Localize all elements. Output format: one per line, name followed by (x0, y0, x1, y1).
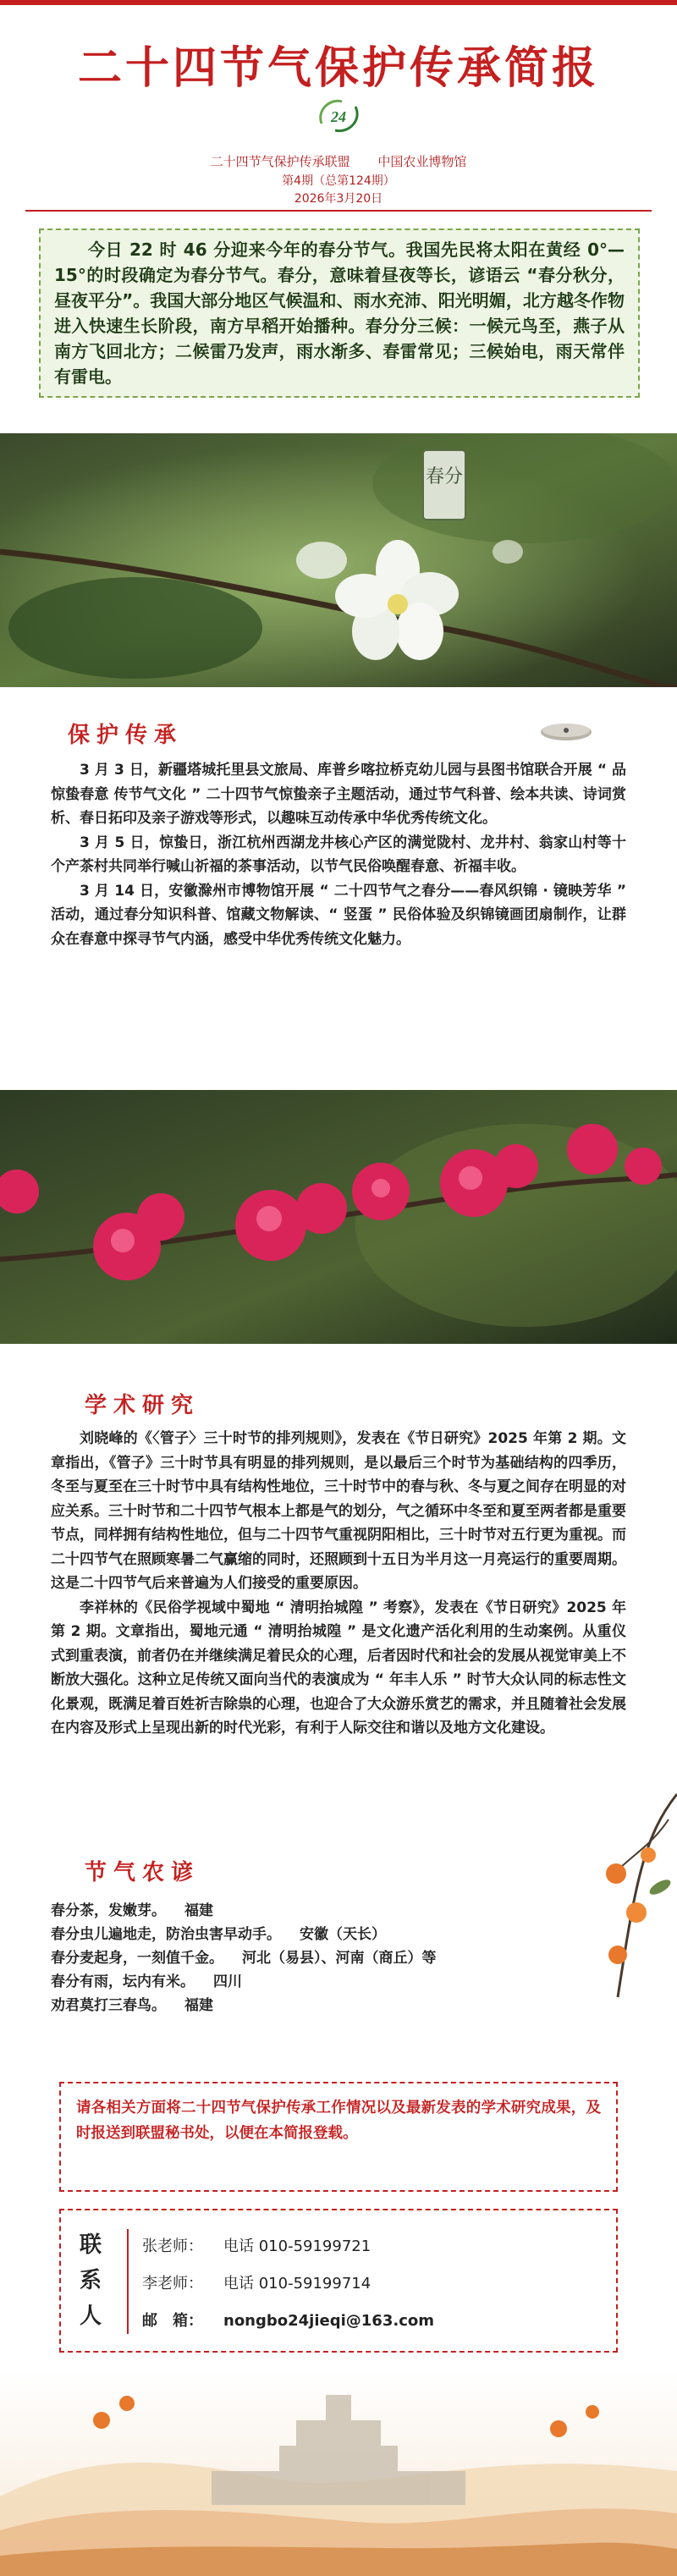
svg-text:春分: 春分 (425, 466, 464, 487)
header-divider (25, 210, 652, 212)
research-paragraphs (51, 1427, 626, 1741)
proverb-item: 劝君莫打三春鸟。 福建 (51, 1997, 213, 2014)
page-title: 二十四节气保护传承简报 (77, 42, 599, 94)
intro-box (39, 228, 640, 398)
persimmon-branch-decoration (584, 1786, 677, 2006)
proverb-item: 春分茶，发嫩芽。 福建 (51, 1902, 213, 1919)
proverb-list (51, 1899, 559, 2017)
issue-number: 第4期（总第124期） (282, 174, 395, 188)
research-paragraph: 刘晓峰的《〈管子〉三十时节的排列规则》，发表在《节日研究》2025 年第 2 期。文章指出，《管子》三十时节具有明显的排列规则，是以最后三个时节为基础结构的四季历，冬至与夏至在三十时节中具有结构性地位，三十时节中的春与秋、冬与夏之间存在明显的对应关系。三十时节和二十四节气根本上都是气的划分，气之循环中冬至和夏至两者都是重要节点，同样拥有结构性地位，但与二十四节气重视阴阳相比，三十时节对五行更为重视。而二十四节气在照顾寒暑二气赢缩的同时，还照顾到十五日为半月这一月亮运行的重要周期。这是二十四节气后来普遍为人们接受的重要原因。 (51, 1430, 626, 1592)
contact-box (59, 2209, 618, 2353)
inkstone-icon (538, 721, 594, 743)
contact-email-row: 邮 箱： nongbo24jieqi@163.com (142, 2312, 434, 2330)
email-link[interactable]: nongbo24jieqi@163.com (223, 2312, 434, 2330)
research-paragraph: 李祥林的《民俗学视域中蜀地 “ 清明抬城隍 ” 考察》，发表在《节日研究》2025 年第 2 期。文章指出，蜀地元通 “ 清明抬城隍 ” 是文化遗产活化利用的生动案例。从重仪式到重表演，前者仍在并继续满足着民众的心理，后者因时代和社会的发展从视觉审美上不断放大强化。这种立足传统又面向当代的表演成为 “ 年丰人乐 ” 时节大众认同的标志性文化景观，既满足着百姓祈吉除祟的心理，也迎合了大众游乐赏艺的需求，并且随着社会发展在内容及形式上呈现出新的时代光彩，有利于人际交往和谐以及地方文化建设。 (51, 1599, 626, 1737)
section-title-research: 学术研究 (85, 1393, 201, 1418)
contact-row: 张老师： 电话 010-59199721 (142, 2237, 372, 2255)
issue-date: 2026年3月20日 (294, 192, 383, 206)
publisher: 中国农业博物馆 (377, 154, 467, 169)
protect-paragraph: 3 月 14 日，安徽滁州市博物馆开展 “ 二十四节气之春分——春风织锦 · 镜映芳华 ” 活动，通过春分知识科普、馆藏文物解读、“ 竖蛋 ” 民俗体验及织锦镜画团扇制作，让群众在春意中探寻节气内涵，感受中华优秀传统文化魅力。 (51, 882, 626, 948)
red-blossom-photo (0, 1090, 677, 1344)
contact-divider (127, 2229, 129, 2334)
intro-text: 今日 22 时 46 分迎来今年的春分节气。我国先民将太阳在黄经 0°—15°的时段确定为春分节气。春分，意味着昼夜等长，谚语云 “春分秋分，昼夜平分”。我国大部分地区气候温和、雨水充沛、阳光明媚，北方越冬作物进入快速生长阶段，南方早稻开始播种。春分分三候：一候元鸟至，燕子从南方飞回北方；二候雷乃发声，雨水渐多、春雷常见；三候始电，雨天常伴有雷电。 (54, 239, 625, 387)
proverb-item: 春分虫儿遍地走，防治虫害早动手。 安徽（天长） (51, 1926, 386, 1943)
section-title-protect: 保护传承 (68, 723, 184, 748)
protect-paragraph: 3 月 5 日，惊蛰日，浙江杭州西湖龙井核心产区的满觉陇村、龙井村、翁家山村等十个产茶村共同举行喊山祈福的茶事活动，以节气民俗唤醒春意、祈福丰收。 (51, 834, 626, 875)
bottom-landscape-decoration (0, 2370, 677, 2576)
section-title-proverbs: 节气农谚 (85, 1860, 201, 1885)
proverb-item: 春分麦起身，一刻值千金。 河北（易县）、河南（商丘）等 (51, 1950, 437, 1967)
header (0, 0, 677, 220)
submission-notice: 请各相关方面将二十四节气保护传承工作情况以及最新发表的学术研究成果，及时报送到联盟秘书处，以便在本简报登载。 (59, 2082, 618, 2192)
publisher: 二十四节气保护传承联盟 (210, 154, 350, 169)
jieqi-logo-icon (315, 95, 362, 135)
logo-text: 24 (331, 108, 346, 125)
contact-row: 李老师： 电话 010-59199714 (142, 2275, 372, 2293)
chunfen-seal (423, 450, 465, 520)
contact-label: 联系人 (80, 2232, 102, 2329)
protect-paragraphs (51, 758, 626, 951)
publishers (0, 152, 677, 170)
protect-paragraph: 3 月 3 日，新疆塔城托里县文旅局、库普乡喀拉桥克幼儿园与县图书馆联合开展 “ 品惊蛰春意 传节气文化 ” 二十四节气惊蛰亲子主题活动，通过节气科普、绘本共读、诗词赏析、春日拓印及亲子游戏等形式，以趣味互动传承中华优秀传统文化。 (51, 762, 626, 827)
proverb-item: 春分有雨，坛内有米。 四川 (51, 1973, 242, 1990)
white-blossom-photo (0, 433, 677, 687)
